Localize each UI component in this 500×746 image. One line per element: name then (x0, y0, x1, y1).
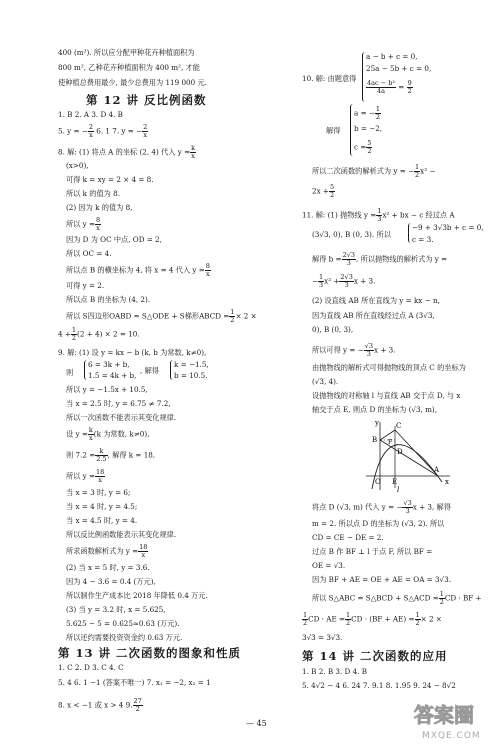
text-line: 所以制作生产成本比 2018 年降低 0.4 万元. (66, 591, 208, 600)
equation: 25a − 5b + c = 0, (366, 64, 432, 73)
answer-line: 5. y = − $\frac{2}{x}$ 6. 1 7. y = − $\frac{2}{x}$ (58, 123, 148, 139)
fraction: $\frac{18}{x}$ (96, 468, 105, 484)
answer-line: 8. x < −1 或 x > 4 9. $\frac{27}{2}$ (58, 697, 142, 713)
text-line: (3√3, 0), B (0, 3). 所以 (312, 230, 391, 239)
text-line: 2x + $\frac{5}{2}$ (312, 183, 335, 199)
problem-line: 8. 解: (1) 将点 A 的坐标 (2, 4) 代入 y = $\frac{k}{x}$ (58, 144, 196, 160)
label-e: E (392, 478, 398, 486)
text-line: 解得 b = $\frac{2√3}{3}$ , 所以抛物线的解析式为 y = (312, 251, 448, 267)
watermark-logo (410, 700, 496, 742)
watermark-url: MXQE.COM (422, 731, 481, 741)
equation: a − b + c = 0, (366, 52, 418, 61)
label-x: x (445, 478, 449, 486)
text-line: 所以 y = $\frac{8}{x}$ (66, 216, 101, 232)
text-line: 则 7.2 = $\frac{k}{2.5}$ , 解得 k = 18, (66, 447, 156, 463)
fraction: $\frac{k}{x}$ (191, 144, 196, 160)
text-line: 所以 k 的值为 8. (66, 189, 121, 198)
text-line: (2) 因为 k 的值为 8, (66, 203, 133, 212)
text-line: (2) 当 x = 5 时, y = 3.6. (66, 563, 150, 572)
text-line: (2) 设直线 AB 所在直线为 y = kx − n, (312, 296, 440, 305)
fraction: $\frac{√3}{3}$ (364, 342, 373, 358)
text-line: 800 m², 乙种花卉种植面积为 400 m², 才能 (58, 63, 200, 72)
text-line: 因为直线 AB 所在直线经过点 A (3√3, (312, 311, 435, 320)
fraction: $\frac{1}{2}$ (415, 611, 420, 627)
answer-line: 1. B 2. A 3. D 4. B (58, 110, 123, 119)
equation: 6 = 3k + b, (88, 360, 130, 369)
text-line: $\frac{1}{2}$ CD · AE = $\frac{1}{2}$ CD · (BF + AE) = $\frac{1}{2}$ × 2 × (303, 611, 442, 627)
text-line: 因为 4 − 3.6 = 0.4 (万元), (66, 577, 156, 586)
fraction: $\frac{9}{2}$ (407, 79, 412, 95)
text-line: 0), B (0, 3), (312, 325, 354, 334)
text-line: 将点 D (√3, m) 代入 y = − $\frac{√3}{3}$ x + 3, 解得 (312, 499, 451, 515)
text-line: 400 (m²). 所以应分配甲种花卉种植面积为 (58, 48, 195, 57)
answer-line: 1. C 2. D 3. C 4. C (58, 663, 124, 672)
fraction: $\frac{√3}{3}$ (403, 499, 412, 515)
equation: c = 3. (412, 235, 434, 244)
fraction: $\frac{1}{2}$ (439, 590, 444, 606)
text-line: CD = CE − DE = 2. (312, 533, 384, 542)
fraction: $\frac{8}{x}$ (205, 262, 210, 278)
text-line: m = 2. 所以点 D 的坐标为 (√3, 2). 所以 (312, 519, 445, 528)
text-line: − $\frac{1}{3}$ x² + $\frac{2√3}{3}$ x + 3. (312, 273, 376, 289)
text-line: 所以 S四边形OABD = S△ODE + S梯形ABCD = $\frac{1}{2}$ × 2 × (66, 308, 257, 324)
fraction: $\frac{2√3}{3}$ (342, 251, 355, 267)
text-line: 4 + $\frac{1}{2}$ (2 + 4) × 2 = 10. (58, 326, 140, 342)
fraction: $\frac{1}{2}$ (415, 163, 420, 179)
text-line: 设 y = $\frac{k}{x}$ (k 为常数, k≠0), (66, 426, 150, 442)
equation: $\frac{\text{4ac − b²}}{4a}$ = $\frac{9}{2}$ (367, 79, 412, 95)
text-line: , 解得 (140, 366, 159, 375)
text-line: 所以 y = $\frac{18}{x}$ (66, 468, 105, 484)
label-y: y (375, 419, 379, 427)
equation: 1.5 = 4k + b, (88, 371, 137, 380)
text-line: OE = √3. (312, 561, 346, 570)
label-a: A (434, 466, 440, 474)
text-line: 当 x = 4.5 时, y = 4. (66, 516, 138, 525)
text-line: (x>0), (66, 161, 89, 170)
text-line: 轴交于点 E, 则点 D 的坐标为 (√3, m), (312, 405, 438, 414)
system-line: 则 (66, 368, 74, 377)
fraction: $\frac{8}{x}$ (96, 216, 101, 232)
watermark-text: 答案圈 (414, 703, 474, 727)
equation: a = − $\frac{1}{2}$ (354, 105, 381, 121)
answer-line: 5. 4√2 − 4 6. 24 7. 9.1 8. 1.95 9. 24 − 8√2 (302, 681, 456, 690)
text-line: 当 x = 4 时, y = 4.5; (66, 502, 138, 511)
text-line: 所以点 B 的坐标为 (4, 2). (66, 295, 151, 304)
label-b: B (372, 436, 378, 444)
fraction: $\frac{5}{2}$ (329, 183, 335, 199)
text-line: 所求函数解析式为 y = $\frac{18}{x}$ (66, 543, 148, 559)
fraction: $\frac{5}{2}$ (367, 139, 372, 155)
text-line: 所以 y = −1.5x + 10.5, (66, 385, 148, 394)
label-l: l (397, 486, 400, 494)
text-line: 所以可得 y = − $\frac{√3}{3}$ x + 3. (312, 342, 396, 358)
problem-line: 10. 解: 由题意得 (302, 74, 357, 83)
fraction: $\frac{\text{4ac − b²}}{4a}$ (367, 79, 395, 95)
fraction: $\frac{27}{2}$ (133, 697, 142, 713)
text-line: 使种植总费用最少, 最少总费用为 119 000 元. (58, 78, 207, 87)
fraction: $\frac{1}{3}$ (377, 207, 382, 223)
text-line: 当 x = 3 时, y = 6; (66, 488, 131, 497)
text-line: 所以 OC = 4. (66, 249, 112, 258)
text-line: 过点 B 作 BF ⊥ l 于点 F, 所以 BF = (312, 547, 433, 556)
section-heading: 第 13 讲 二次函数的图象和性质 (58, 646, 242, 660)
text-line: 3√3 = 3√3. (302, 633, 343, 642)
text-line: 因为 D 为 OC 中点, OD = 2, (66, 235, 162, 244)
text-line: 所以反比例函数能表示其变化规律. (66, 530, 177, 539)
page-number: — 45 (246, 719, 267, 728)
text-line: (3) 当 y = 3.2 时, x = 5.625, (66, 605, 166, 614)
section-heading: 第 14 讲 二次函数的应用 (302, 649, 448, 663)
text-line: 可得 y = 2. (66, 281, 105, 290)
text-line: 因为 BF + AE = OE + AE = OA = 3√3. (312, 575, 451, 584)
label-d: D (397, 448, 403, 456)
equation: c = $\frac{5}{2}$ (354, 139, 372, 155)
fraction: $\frac{2√3}{3}$ (340, 273, 353, 289)
text-line: 所以一次函数不能表示其变化规律. (66, 413, 177, 422)
fraction: $\frac{k}{2.5}$ (96, 447, 107, 463)
text-line: 所以二次函数的解析式为 y = − $\frac{1}{2}$ x² − (312, 163, 436, 179)
fraction: $\frac{18}{x}$ (139, 543, 148, 559)
text-line: (√3, 4). (312, 377, 339, 386)
parabola-figure (352, 414, 452, 494)
fraction: $\frac{2}{x}$ (88, 123, 93, 139)
answer-line: 5. 4 6. 1 −1 (答案不唯一) 7. x₁ = −2, x₂ = 1 (58, 678, 211, 687)
fraction: $\frac{1}{2}$ (303, 611, 308, 627)
text-line: 当 x = 2.5 时, y = 6.75 ≠ 7.2, (66, 399, 171, 408)
text-line: 所以 S△ABC = S△BCD + S△ACD = $\frac{1}{2}$ CD · BF + (312, 590, 482, 606)
text-line: 由抛物线的解析式可得抛物线的顶点 C 的坐标为 (312, 363, 466, 372)
answer-line: 1. B 2. B 3. D 4. B (302, 667, 368, 676)
fraction: $\frac{1}{2}$ (71, 326, 77, 342)
fraction: $\frac{1}{2}$ (346, 611, 351, 627)
problem-line: 9. 解: (1) 设 y = kx − b (k, b 为常数, k≠0), (58, 348, 207, 357)
text-line: 5.625 − 5 = 0.625≈0.63 (万元). (66, 619, 180, 628)
equation: b = −2, (354, 124, 383, 133)
section-heading: 第 12 讲 反比例函数 (86, 93, 207, 107)
problem-line: 11. 解: (1) 抛物线 y = $\frac{1}{3}$ x² + bx − c 经过点 A (302, 207, 455, 223)
label-c: C (396, 422, 402, 430)
label-o: O (375, 478, 381, 486)
text-line: 可得 k = xy = 2 × 4 = 8. (66, 175, 154, 184)
fraction: $\frac{1}{2}$ (230, 308, 235, 324)
text-line: 所以还约需要投资资金约 0.63 万元. (66, 633, 183, 642)
text-line: 设抛物线的对称轴 l 与直线 AB 交于点 D, 与 x (312, 391, 461, 400)
equation: k = −1.5, (174, 360, 209, 369)
text-line: 所以点 B 的横坐标为 4, 将 x = 4 代入 y = $\frac{8}{x}$ (66, 262, 210, 278)
equation: −9 + 3√3b + c = 0, (412, 223, 484, 232)
parabola-curve (372, 445, 442, 489)
text-line: 解得 (326, 126, 341, 135)
label-f: F (388, 439, 393, 446)
fraction: $\frac{1}{3}$ (319, 273, 324, 289)
fraction: $\frac{1}{2}$ (375, 105, 381, 121)
fraction: $\frac{2}{x}$ (143, 123, 148, 139)
fraction: $\frac{k}{x}$ (88, 426, 93, 442)
equation: b = 10.5. (174, 371, 208, 380)
